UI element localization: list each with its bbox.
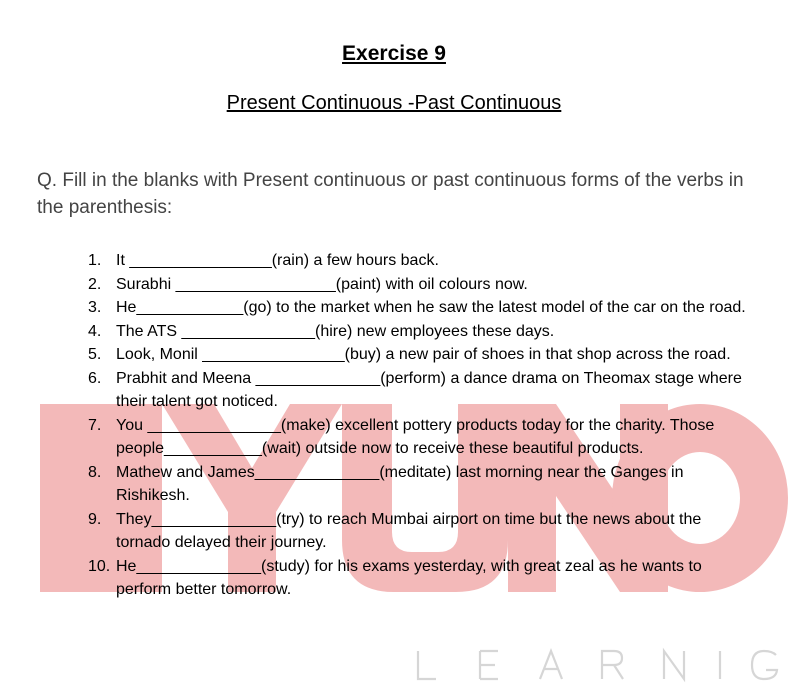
question-instructions: Q. Fill in the blanks with Present continuous or past continuous forms of the verbs in the parenthesis: xyxy=(37,170,744,218)
item-text: Surabhi __________________(paint) with oil colours now. xyxy=(116,275,528,293)
list-item xyxy=(88,508,748,555)
list-item xyxy=(88,343,748,367)
item-number: 3. xyxy=(88,299,102,316)
exercise-items-list xyxy=(88,249,748,602)
item-number: 10. xyxy=(88,557,111,575)
item-number: 5. xyxy=(88,346,102,363)
item-text: Mathew and James______________(meditate) last morning near the Ganges in Rishikesh. xyxy=(116,463,684,504)
list-item xyxy=(88,367,748,414)
list-item xyxy=(88,555,748,602)
item-number: 6. xyxy=(88,369,102,387)
item-number: 9. xyxy=(88,510,102,528)
exercise-title: Exercise 9 xyxy=(342,42,446,65)
list-item xyxy=(88,320,748,344)
item-text: Look, Monil ________________(buy) a new pair of shoes in that shop across the road. xyxy=(116,346,731,363)
item-text: It ________________(rain) a few hours back. xyxy=(116,252,439,269)
item-text: You _______________(make) excellent pottery products today for the charity. Those people___________(wait) outside now to receive these beautiful products. xyxy=(116,416,715,457)
item-number: 8. xyxy=(88,463,102,481)
list-item xyxy=(88,296,748,320)
list-item xyxy=(88,273,748,297)
item-number: 4. xyxy=(88,322,102,340)
exercise-subtitle: Present Continuous -Past Continuous xyxy=(226,92,562,114)
list-item xyxy=(88,461,748,508)
item-number: 7. xyxy=(88,416,102,434)
item-number: 2. xyxy=(88,275,102,293)
item-text: Prabhit and Meena ______________(perform) a dance drama on Theomax stage where their talent got noticed. xyxy=(116,369,742,410)
item-text: The ATS _______________(hire) new employees these days. xyxy=(116,322,555,340)
item-text: He______________(study) for his exams yesterday, with great zeal as he wants to perform better tomorrow. xyxy=(116,557,702,598)
item-text: He____________(go) to the market when he saw the latest model of the car on the road. xyxy=(116,299,746,316)
item-number: 1. xyxy=(88,252,102,269)
item-text: They______________(try) to reach Mumbai airport on time but the news about the tornado delayed their journey. xyxy=(116,510,702,551)
list-item xyxy=(88,249,748,273)
list-item xyxy=(88,414,748,461)
